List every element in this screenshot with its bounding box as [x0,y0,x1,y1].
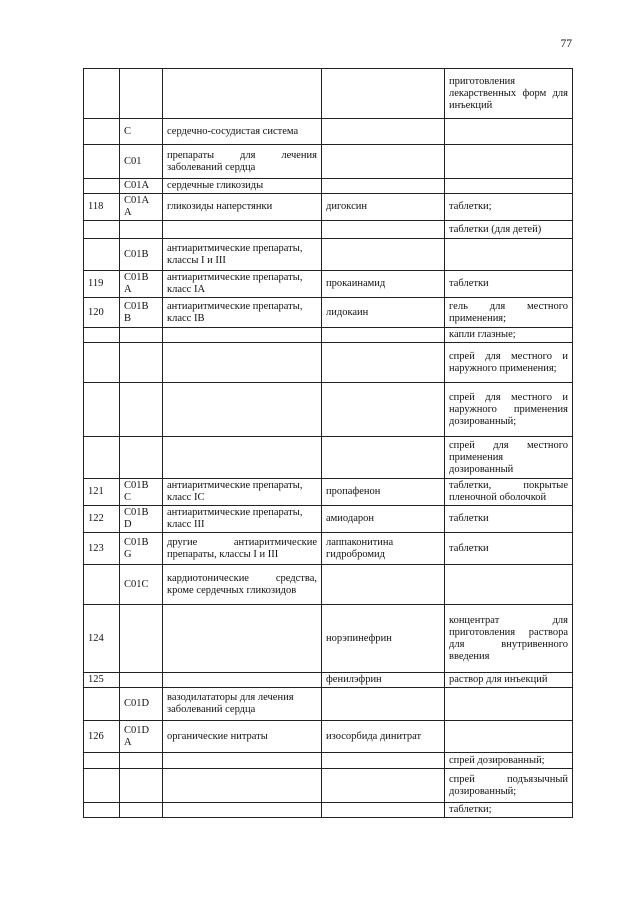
anatomical-group-cell: антиаритмические препараты, классы I и III [163,239,322,271]
atc-code-cell: C01C [120,565,163,605]
atc-code-cell [120,437,163,479]
atc-code-cell [120,343,163,383]
anatomical-group-cell [163,221,322,239]
drug-name-cell: дигоксин [322,194,445,221]
dosage-form-cell: таблетки, покрытые пленочной оболочкой [445,479,573,506]
dosage-form-cell [445,565,573,605]
drug-name-cell [322,383,445,437]
atc-code-cell: C01B C [120,479,163,506]
atc-code-cell: C01B B [120,298,163,328]
atc-code-cell [120,383,163,437]
atc-code-cell [120,803,163,818]
row-number-cell: 118 [84,194,120,221]
table-row [84,565,573,605]
table-row [84,69,573,119]
atc-code-cell [120,753,163,769]
table-row [84,119,573,145]
anatomical-group-cell [163,769,322,803]
anatomical-group-cell [163,753,322,769]
table-row [84,383,573,437]
drug-name-cell [322,753,445,769]
atc-code-cell: C01B [120,239,163,271]
row-number-cell [84,119,120,145]
atc-code-cell: C01D [120,688,163,721]
table-row [84,239,573,271]
anatomical-group-cell: антиаритмические препараты, класс IB [163,298,322,328]
drug-name-cell [322,179,445,194]
anatomical-group-cell [163,69,322,119]
anatomical-group-cell [163,803,322,818]
drug-name-cell: лидокаин [322,298,445,328]
row-number-cell: 125 [84,673,120,688]
table-row [84,437,573,479]
atc-code-cell: C01A [120,179,163,194]
dosage-form-cell [445,179,573,194]
anatomical-group-cell: антиаритмические препараты, класс III [163,506,322,533]
drug-name-cell [322,221,445,239]
dosage-form-cell [445,721,573,753]
atc-code-cell [120,69,163,119]
dosage-form-cell: приготовления лекарственных форм для инъекций [445,69,573,119]
row-number-cell [84,688,120,721]
row-number-cell [84,343,120,383]
dosage-form-cell: таблетки [445,271,573,298]
table-row [84,194,573,221]
atc-code-cell [120,605,163,673]
drug-name-cell [322,565,445,605]
table-row [84,298,573,328]
row-number-cell: 124 [84,605,120,673]
table-row [84,533,573,565]
table-row [84,721,573,753]
dosage-form-cell: спрей дозированный; [445,753,573,769]
drug-name-cell: фенилэфрин [322,673,445,688]
anatomical-group-cell [163,673,322,688]
drug-name-cell: изосорбида динитрат [322,721,445,753]
table-row [84,221,573,239]
atc-code-cell [120,673,163,688]
anatomical-group-cell [163,605,322,673]
atc-code-cell: C01B G [120,533,163,565]
row-number-cell [84,383,120,437]
table-row [84,673,573,688]
dosage-form-cell [445,239,573,271]
row-number-cell: 126 [84,721,120,753]
table-row [84,271,573,298]
anatomical-group-cell [163,343,322,383]
row-number-cell [84,437,120,479]
page-number: 77 [560,38,572,50]
table-row [84,328,573,343]
anatomical-group-cell [163,437,322,479]
table-row [84,803,573,818]
atc-code-cell: C01B D [120,506,163,533]
anatomical-group-cell: гликозиды наперстянки [163,194,322,221]
drug-name-cell: амиодарон [322,506,445,533]
drug-name-cell [322,343,445,383]
atc-code-cell: C01A A [120,194,163,221]
row-number-cell [84,328,120,343]
drug-name-cell [322,69,445,119]
row-number-cell: 122 [84,506,120,533]
anatomical-group-cell [163,383,322,437]
drug-name-cell: лаппаконитина гидробромид [322,533,445,565]
table-row [84,479,573,506]
row-number-cell [84,803,120,818]
atc-code-cell: C01B A [120,271,163,298]
table-row [84,506,573,533]
anatomical-group-cell: органические нитраты [163,721,322,753]
table-row [84,145,573,179]
medicines-table [83,68,573,818]
row-number-cell: 120 [84,298,120,328]
drug-name-cell [322,803,445,818]
drug-name-cell [322,145,445,179]
row-number-cell [84,239,120,271]
atc-code-cell [120,221,163,239]
drug-name-cell: пропафенон [322,479,445,506]
table-body [84,69,573,818]
atc-code-cell [120,328,163,343]
dosage-form-cell: спрей для местного и наружного применения; [445,343,573,383]
drug-name-cell [322,239,445,271]
drug-name-cell [322,328,445,343]
dosage-form-cell [445,145,573,179]
anatomical-group-cell: другие антиаритмические препараты, классы I и III [163,533,322,565]
dosage-form-cell: таблетки (для детей) [445,221,573,239]
drug-name-cell [322,437,445,479]
dosage-form-cell: таблетки; [445,194,573,221]
row-number-cell [84,145,120,179]
atc-code-cell [120,769,163,803]
anatomical-group-cell: антиаритмические препараты, класс IA [163,271,322,298]
dosage-form-cell: капли глазные; [445,328,573,343]
table-row [84,343,573,383]
dosage-form-cell: спрей подъязычный дозированный; [445,769,573,803]
dosage-form-cell: концентрат для приготовления раствора для внутривенного введения [445,605,573,673]
anatomical-group-cell: препараты для лечения заболеваний сердца [163,145,322,179]
dosage-form-cell: раствор для инъекций [445,673,573,688]
atc-code-cell: C01D A [120,721,163,753]
row-number-cell [84,69,120,119]
table-row [84,688,573,721]
dosage-form-cell: спрей для местного применения дозированный [445,437,573,479]
atc-code-cell: C [120,119,163,145]
anatomical-group-cell: антиаритмические препараты, класс IC [163,479,322,506]
table-row [84,179,573,194]
table-row [84,769,573,803]
drug-name-cell: норэпинефрин [322,605,445,673]
dosage-form-cell: таблетки [445,533,573,565]
row-number-cell: 123 [84,533,120,565]
dosage-form-cell: таблетки; [445,803,573,818]
dosage-form-cell [445,119,573,145]
drug-name-cell [322,688,445,721]
row-number-cell: 121 [84,479,120,506]
anatomical-group-cell: сердечно-сосудистая система [163,119,322,145]
dosage-form-cell: таблетки [445,506,573,533]
row-number-cell [84,565,120,605]
table-row [84,753,573,769]
anatomical-group-cell: сердечные гликозиды [163,179,322,194]
anatomical-group-cell: кардиотонические средства, кроме сердечных гликозидов [163,565,322,605]
table-row [84,605,573,673]
drug-name-cell [322,769,445,803]
drug-name-cell [322,119,445,145]
dosage-form-cell: гель для местного применения; [445,298,573,328]
anatomical-group-cell: вазодилататоры для лечения заболеваний сердца [163,688,322,721]
row-number-cell [84,221,120,239]
dosage-form-cell: спрей для местного и наружного применения дозированный; [445,383,573,437]
row-number-cell: 119 [84,271,120,298]
atc-code-cell: C01 [120,145,163,179]
row-number-cell [84,769,120,803]
row-number-cell [84,179,120,194]
dosage-form-cell [445,688,573,721]
drug-name-cell: прокаинамид [322,271,445,298]
row-number-cell [84,753,120,769]
anatomical-group-cell [163,328,322,343]
